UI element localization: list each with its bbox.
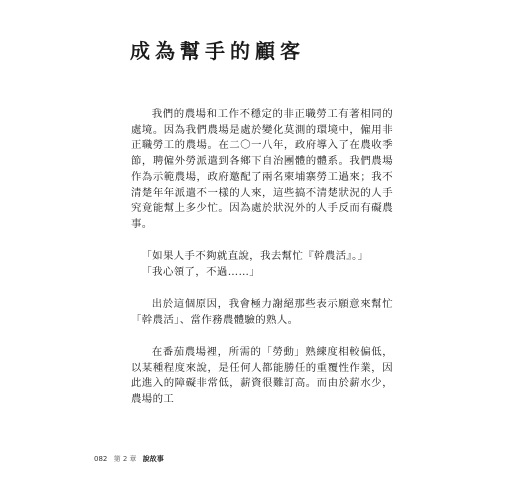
paragraph-3: 在番茄農場裡，所需的「勞動」熟練度相較偏低，以某種程度來說，是任何人都能勝任的重覆性作業，因此進入的障礙非常低，薪資很難訂高。而由於薪水少，農場的工 xyxy=(131,346,393,406)
dialogue-block xyxy=(131,249,393,297)
dialogue-line-1: 「如果人手不夠就直說，我去幫忙『幹農活』。」 xyxy=(141,250,369,262)
paragraph-1: 我們的農場和工作不穩定的非正職勞工有著相同的處境。因為我們農場是處於變化莫測的環境中，僱用非正職勞工的農場。在二〇一八年，政府導入了在農收季節，聘僱外勞派遣到各鄉下自治團體的體系。我們農場作為示範農場，政府邀配了兩名柬埔寨勞工過來；我不清楚年年派遣不一樣的人來，這些搞不清楚狀況的人手究竟能幫上多少忙。因為處於狀況外的人手反而有礙農事。 xyxy=(131,108,393,230)
page-footer xyxy=(94,454,168,464)
book-title: 說故事 xyxy=(142,455,164,463)
chapter-label: 第 2 章 xyxy=(113,455,137,463)
dialogue-line-2: 「我心領了，不過……」 xyxy=(141,265,261,278)
body-text xyxy=(131,107,393,408)
paragraph-2: 出於這個原因，我會極力謝絕那些表示願意來幫忙「幹農活」、當作務農體驗的熟人。 xyxy=(131,298,393,326)
chapter-title: 成為幫手的顧客 xyxy=(130,39,305,63)
page-number: 082 xyxy=(94,455,108,463)
